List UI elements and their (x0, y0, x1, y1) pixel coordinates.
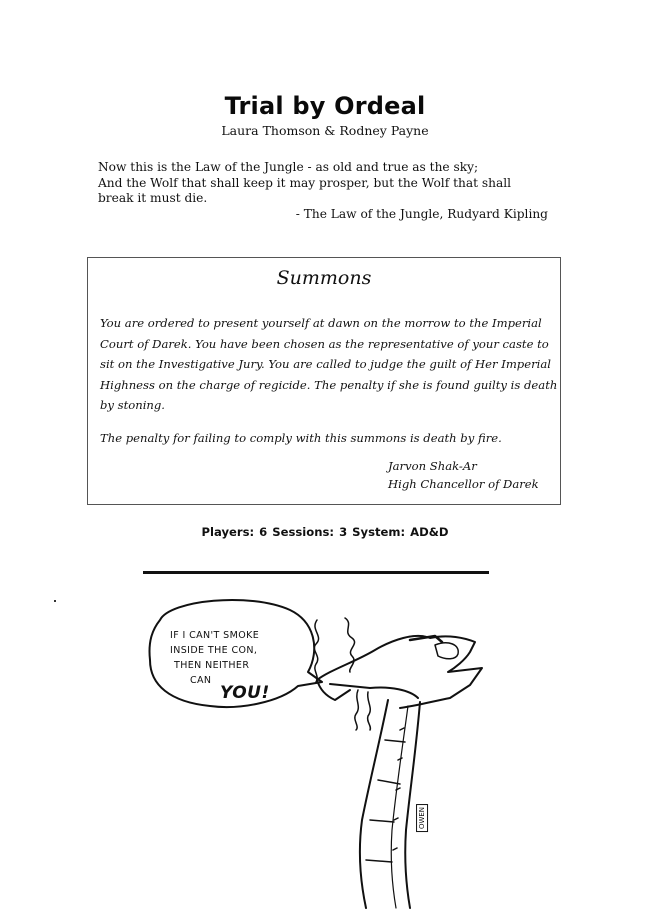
balloon-line: THEN NEITHER (174, 660, 250, 671)
summons-box (87, 257, 561, 505)
epigraph-line: Now this is the Law of the Jungle - as old and true as the sky; (98, 160, 479, 174)
summons-paragraph: You are ordered to present yourself at dawn on the morrow to the Imperial Court of Darek. You have been chosen as the representative of your caste to sit on the Investigative Jury. You are called to judge the guilt of Her Imperial Highness on the charge of regicide. The penalty if she is found guilty is death by stoning. (100, 316, 558, 412)
epigraph-attribution: - The Law of the Jungle, Rudyard Kipling (295, 206, 548, 221)
page-title: Trial by Ordeal (224, 92, 426, 120)
game-meta: Players: 6 Sessions: 3 System: AD&D (201, 525, 449, 539)
authors-byline: Laura Thomson & Rodney Payne (221, 123, 429, 138)
signatory-name: Jarvon Shak-Ar (388, 459, 477, 473)
scan-speck (54, 600, 56, 602)
artist-signature: OWEN (416, 804, 428, 832)
balloon-line: INSIDE THE CON, (170, 645, 258, 656)
summons-title: Summons (276, 267, 372, 289)
balloon-emphasis: YOU! (220, 683, 270, 703)
summons-paragraph: The penalty for failing to comply with this summons is death by fire. (100, 430, 502, 445)
divider-rule (143, 571, 489, 574)
epigraph-quote (98, 160, 558, 222)
balloon-line: CAN (190, 675, 212, 686)
summons-signature (388, 457, 539, 493)
summons-body (100, 313, 560, 448)
speech-balloon-text (170, 628, 270, 701)
balloon-line: IF I CAN'T SMOKE (170, 630, 260, 641)
epigraph-line: break it must die. (98, 191, 208, 205)
cartoon-illustration (130, 590, 510, 910)
epigraph-line: And the Wolf that shall keep it may prosper, but the Wolf that shall (98, 175, 512, 190)
signatory-title: High Chancellor of Darek (388, 477, 539, 491)
